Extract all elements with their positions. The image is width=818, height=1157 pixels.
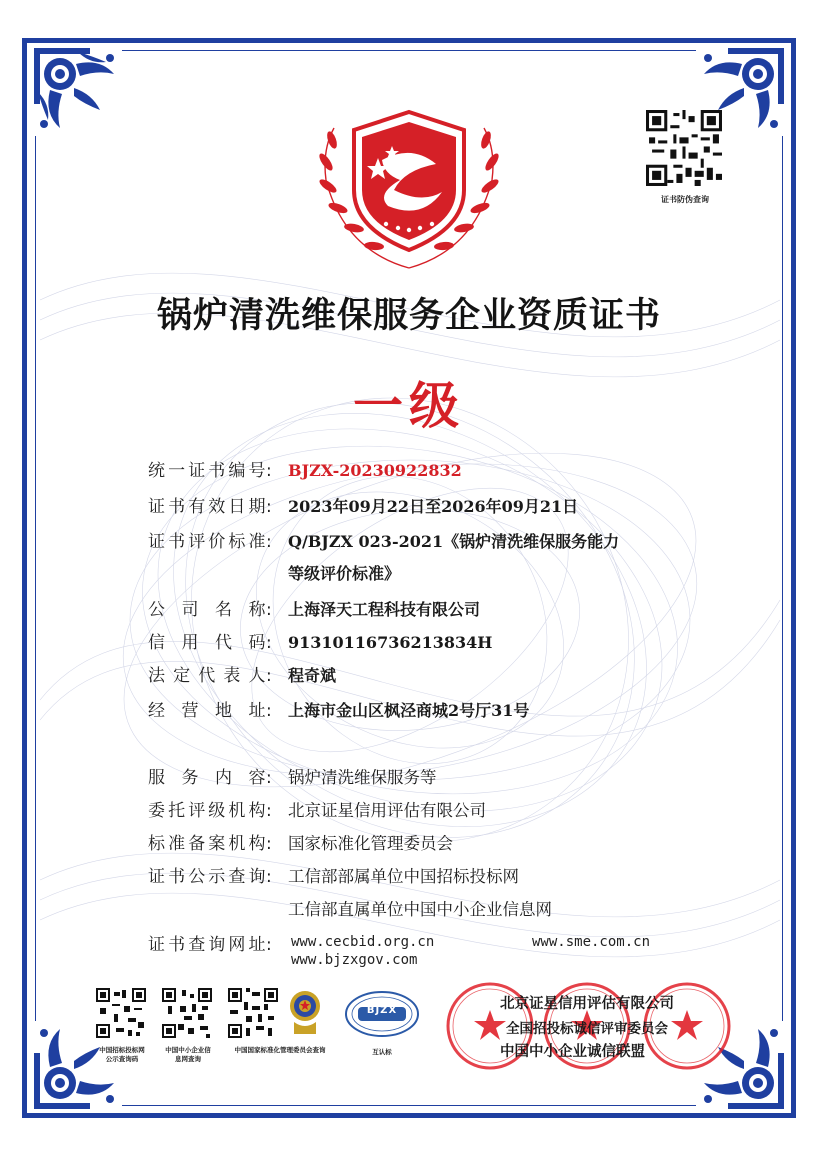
query-websites: 证书查询网址: [148,930,288,956]
seal-org-line-1: 北京证星信用评估有限公司 [500,995,674,1012]
field-value: 91310116736213834H [288,633,493,652]
detail-value: 锅炉清洗维保服务等 [288,768,437,787]
field-label: 经营地址 [148,701,266,721]
field-label: 信用代码 [148,633,266,653]
field-value: Q/BJZX 023-2021《锅炉清洗维保服务能力 [288,532,620,551]
national-emblem-icon [288,986,322,1036]
website-link-cecbid[interactable]: www.cecbid.org.cn [291,934,435,950]
query-label: 证书查询网址 [148,935,266,955]
detail-label: 委托评级机构 [148,801,266,821]
detail-label: 标准备案机构 [148,834,266,854]
caption-line: 中国招标投标网 [99,1046,145,1054]
qr-code-icon [228,988,278,1038]
certificate-title: 锅炉清洗维保服务企业资质证书 [156,295,661,336]
shield-emblem-icon [304,100,514,275]
corner-ornament-icon [30,44,122,136]
detail-rating-agency: 委托评级机构: 北京证星信用评估有限公司 [148,796,486,822]
field-label: 证书评价标准 [148,532,266,552]
detail-value-line2: 工信部直属单位中国中小企业信息网 [288,900,552,919]
field-label: 法定代表人 [148,666,266,686]
field-standard: 证书评价标准: Q/BJZX 023-2021《锅炉清洗维保服务能力 [148,527,619,553]
website-link-sme[interactable]: www.sme.com.cn [532,934,651,950]
certificate-level: 一级 [353,376,465,435]
caption-line: 中国国家标准化管理委员会查询 [234,1046,326,1054]
field-validity: 证书有效日期: 2023年09月22日至2026年09月21日 [148,492,578,518]
detail-filing-agency: 标准备案机构: 国家标准化管理委员会 [148,829,453,855]
field-credit-code: 信用代码: 91310116736213834H [148,628,492,654]
field-value: 上海市金山区枫泾商城2号厅31号 [288,701,530,720]
field-certificate-number: 统一证书编号: BJZX-20230922832 [148,456,462,482]
field-company-name: 公司名称: 上海泽天工程科技有限公司 [148,595,480,621]
field-value: 程奇斌 [288,666,337,685]
field-value: BJZX-20230922832 [288,461,462,480]
field-legal-representative: 法定代表人: 程奇斌 [148,661,336,687]
bottom-logo-caption [220,1046,340,1055]
bottom-logo-caption [86,1046,158,1064]
website-link-bjzxgov[interactable]: www.bjzxgov.com [291,952,418,968]
detail-label: 证书公示查询 [148,867,266,887]
caption-line: 互认标 [372,1048,392,1056]
qr-code-caption: 证书防伪查询 [661,195,709,204]
detail-public-query: 证书公示查询: 工信部部属单位中国招标投标网 [148,862,519,888]
bjzx-badge-text: BJZX [366,1005,398,1016]
detail-value: 国家标准化管理委员会 [288,834,453,853]
caption-line: 中国中小企业信 [165,1046,211,1054]
detail-value: 工信部部属单位中国招标投标网 [288,867,519,886]
field-value-line2: 等级评价标准》 [288,564,401,583]
bottom-logo-caption [152,1046,224,1064]
field-address: 经营地址: 上海市金山区枫泾商城2号厅31号 [148,696,529,722]
field-value: 2023年09月22日至2026年09月21日 [288,497,579,516]
detail-public-query-line2 [288,896,552,922]
field-label: 统一证书编号 [148,461,266,481]
seal-org-line-3: 中国中小企业诚信联盟 [500,1043,645,1060]
seal-org-line-2: 全国招投标诚信评审委员会 [506,1021,668,1037]
detail-value: 北京证星信用评估有限公司 [288,801,486,820]
field-label: 证书有效日期 [148,497,266,517]
field-standard-line2 [288,561,400,587]
qr-code-icon [162,988,212,1038]
detail-service-content: 服务内容: 锅炉清洗维保服务等 [148,763,437,789]
bottom-logo-caption [356,1048,408,1057]
qr-code-icon [96,988,146,1038]
qr-code-icon [646,110,722,186]
caption-line: 公示查询码 [105,1054,139,1063]
field-value: 上海泽天工程科技有限公司 [288,600,481,619]
caption-line: 息网查询 [175,1054,201,1063]
field-label: 公司名称 [148,600,266,620]
detail-label: 服务内容 [148,768,266,788]
